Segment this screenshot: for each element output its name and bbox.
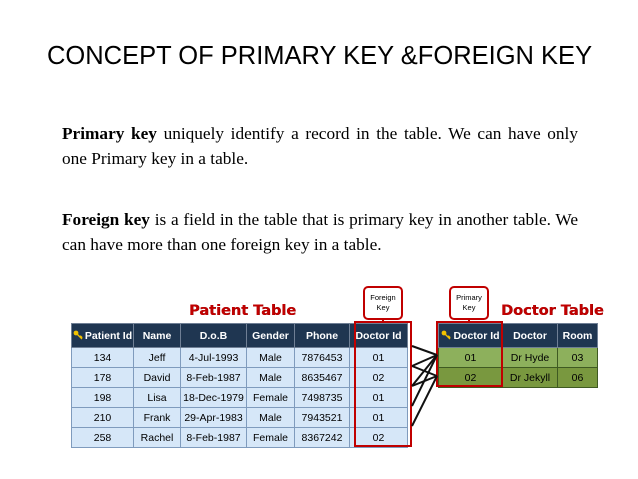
table-cell: 178 xyxy=(72,368,134,388)
foreign-key-badge-line1: Foreign xyxy=(370,293,396,302)
table-cell: Frank xyxy=(134,408,181,428)
table-cell: David xyxy=(134,368,181,388)
table-cell: 8-Feb-1987 xyxy=(181,368,247,388)
foreign-key-badge-line2: Key xyxy=(376,303,390,312)
link-line xyxy=(412,346,437,355)
patient-header-patient-id: Patient Id xyxy=(72,324,134,348)
table-cell: 01 xyxy=(350,388,408,408)
table-cell: 134 xyxy=(72,348,134,368)
foreign-key-definition: is a field in the table that is primary key in another table. We can have more than one foreign key in a table. xyxy=(62,210,578,254)
table-cell: 8367242 xyxy=(295,428,350,448)
table-cell: 8-Feb-1987 xyxy=(181,428,247,448)
doctor-header-doctor-id: Doctor Id xyxy=(439,324,503,348)
table-cell: 7943521 xyxy=(295,408,350,428)
table-cell: 02 xyxy=(350,428,408,448)
table-cell: 02 xyxy=(350,368,408,388)
table-cell: Female xyxy=(247,388,295,408)
table-cell: 01 xyxy=(439,348,503,368)
table-cell: Male xyxy=(247,348,295,368)
table-cell: 03 xyxy=(558,348,598,368)
doctor-table-caption: Doctor Table xyxy=(501,303,604,319)
table-cell: 198 xyxy=(72,388,134,408)
table-cell: Dr Hyde xyxy=(503,348,558,368)
table-cell: Lisa xyxy=(134,388,181,408)
patient-header-gender: Gender xyxy=(247,324,295,348)
patient-table-caption: Patient Table xyxy=(189,303,297,319)
doctor-header-room: Room xyxy=(558,324,598,348)
patient-header-dob: D.o.B xyxy=(181,324,247,348)
patient-header-phone: Phone xyxy=(295,324,350,348)
table-cell: 01 xyxy=(350,408,408,428)
table-cell: 7498735 xyxy=(295,388,350,408)
table-cell: 258 xyxy=(72,428,134,448)
primary-key-definition: uniquely identify a record in the table. We can have only one Primary key in a table. xyxy=(62,124,578,168)
patient-header-name: Name xyxy=(134,324,181,348)
table-cell: Male xyxy=(247,368,295,388)
table-cell: 7876453 xyxy=(295,348,350,368)
primary-key-badge-line2: Key xyxy=(462,303,476,312)
table-cell: 4-Jul-1993 xyxy=(181,348,247,368)
table-cell: 29-Apr-1983 xyxy=(181,408,247,428)
table-cell: 18-Dec-1979 xyxy=(181,388,247,408)
table-cell: 06 xyxy=(558,368,598,388)
doctor-header-doctor: Doctor xyxy=(503,324,558,348)
slide-title: CONCEPT OF PRIMARY KEY &FOREIGN KEY xyxy=(47,42,593,70)
table-cell: 210 xyxy=(72,408,134,428)
table-cell: Jeff xyxy=(134,348,181,368)
primary-key-term: Primary key xyxy=(62,124,157,143)
table-cell: 8635467 xyxy=(295,368,350,388)
table-cell: 01 xyxy=(350,348,408,368)
table-cell: 02 xyxy=(439,368,503,388)
patient-header-doctor-id: Doctor Id xyxy=(350,324,408,348)
table-cell: Rachel xyxy=(134,428,181,448)
table-cell: Male xyxy=(247,408,295,428)
table-cell: Dr Jekyll xyxy=(503,368,558,388)
primary-key-badge-line1: Primary xyxy=(456,293,482,302)
table-cell: Female xyxy=(247,428,295,448)
foreign-key-term: Foreign key xyxy=(62,210,150,229)
